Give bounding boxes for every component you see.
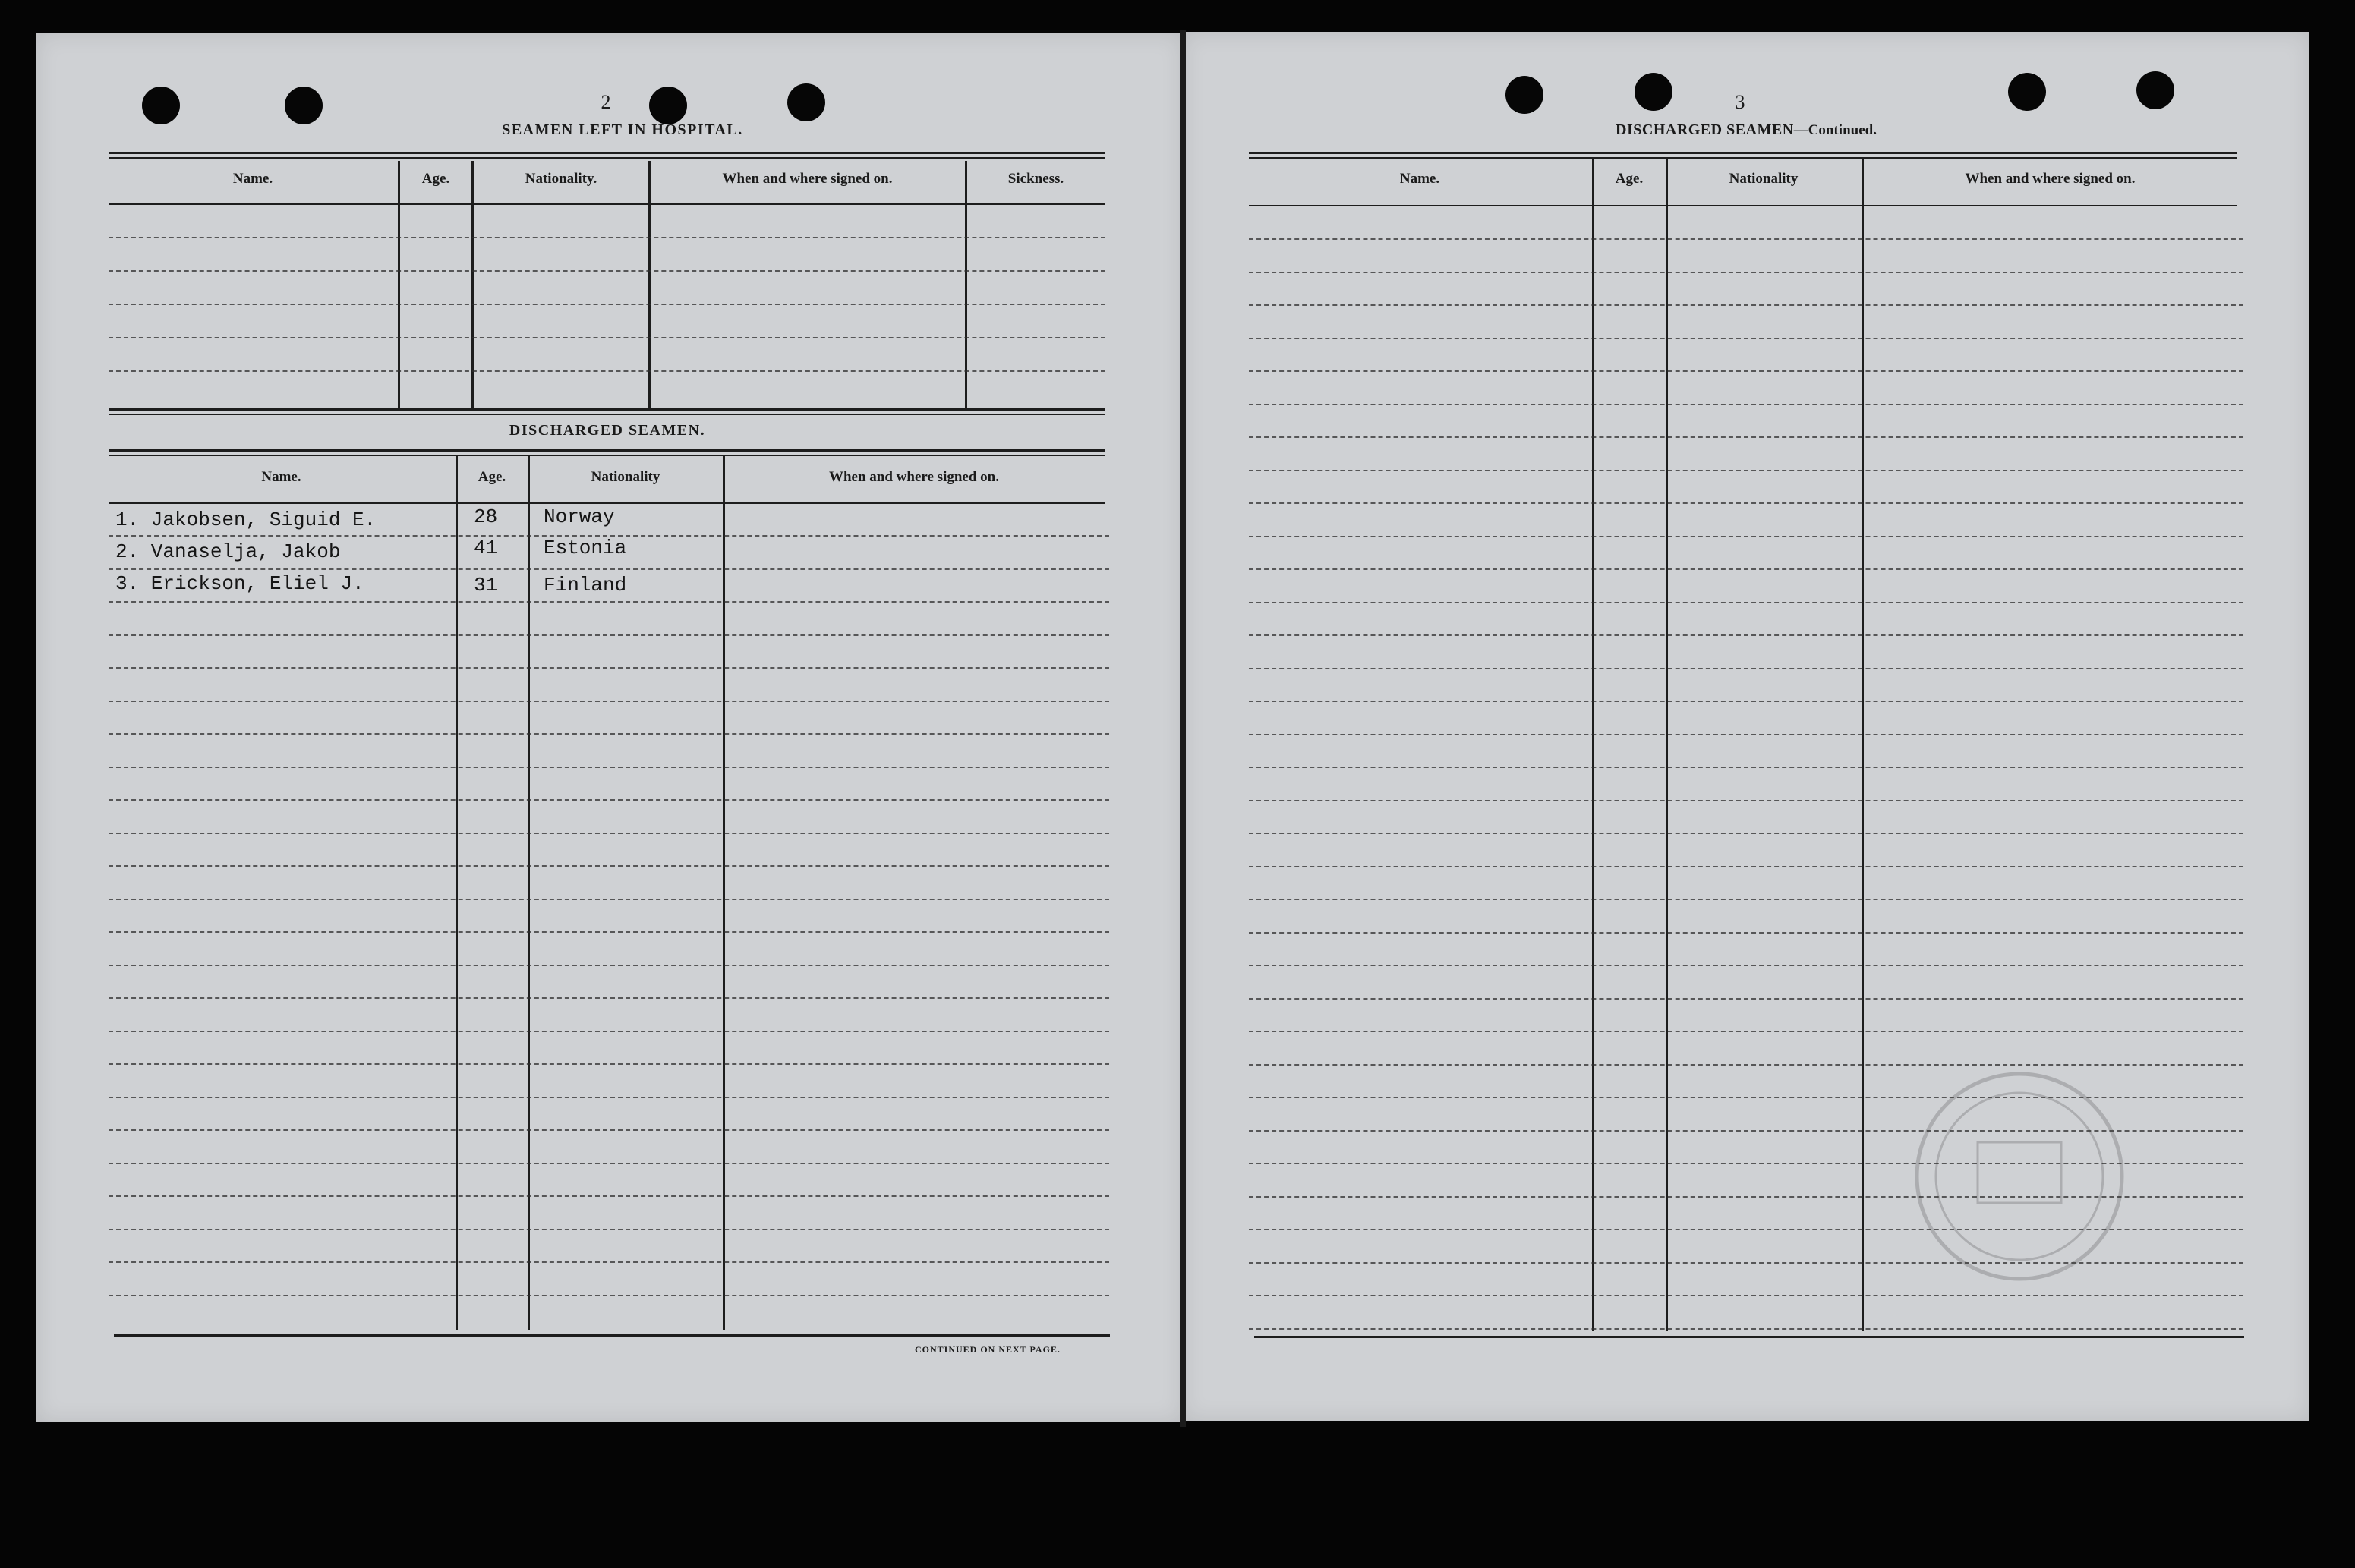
discharged-col-age: Age.: [478, 469, 506, 485]
discharged-bottom-rule: [114, 1334, 1110, 1337]
row-line: [109, 965, 1109, 966]
continued-footer: CONTINUED ON NEXT PAGE.: [915, 1344, 1061, 1355]
punch-hole: [1635, 73, 1672, 111]
hospital-row-line: [109, 370, 1105, 372]
hospital-rows: [109, 203, 1105, 408]
right-heading-suffix: —Continued.: [1793, 122, 1877, 138]
row-line: [109, 997, 1109, 999]
page-gutter: [1180, 30, 1186, 1427]
row-line: [109, 667, 1109, 669]
row-line: [109, 1129, 1109, 1131]
row-line: [109, 833, 1109, 834]
right-col-nationality: Nationality: [1729, 171, 1799, 187]
row-line: [1249, 238, 2243, 240]
right-heading: [1511, 121, 1981, 139]
row-line: [1249, 734, 2243, 735]
row-line: [1249, 272, 2243, 273]
left-page-number: 2: [601, 91, 611, 113]
hospital-bottom-rule: [109, 408, 1105, 411]
discharged-col-signed-on: When and where signed on.: [828, 469, 999, 485]
discharged-heading: DISCHARGED SEAMEN.: [509, 422, 706, 439]
discharged-col-nationality: Nationality: [591, 469, 660, 485]
row-line: [109, 865, 1109, 867]
row-line: [109, 701, 1109, 702]
punch-hole: [787, 83, 825, 121]
row-line: [1249, 998, 2243, 1000]
row-line: [1249, 1295, 2243, 1296]
official-stamp: [1906, 1063, 2133, 1290]
row-line: [1249, 304, 2243, 306]
right-top-rule: [1249, 152, 2237, 154]
right-page-number: 3: [1735, 91, 1745, 113]
row-line: [109, 601, 1109, 603]
row-line: [1249, 1328, 2243, 1330]
row-line: [1249, 436, 2243, 438]
discharged-col-name: Name.: [261, 469, 301, 485]
row-line: [109, 1261, 1109, 1263]
entry-name: 1. Jakobsen, Siguid E.: [115, 508, 377, 531]
row-line: [109, 767, 1109, 768]
row-line: [1249, 701, 2243, 702]
hospital-heading: SEAMEN LEFT IN HOSPITAL.: [502, 121, 743, 138]
row-line: [1249, 767, 2243, 768]
row-line: [1249, 370, 2243, 372]
row-line: [1249, 602, 2243, 603]
punch-hole: [1505, 76, 1543, 114]
hospital-col-age: Age.: [421, 171, 450, 187]
punch-hole: [2136, 71, 2174, 109]
entry-age: 41: [474, 537, 498, 559]
row-line: [1249, 470, 2243, 471]
entry-nationality: Norway: [544, 505, 615, 528]
hospital-top-rule: [109, 152, 1105, 154]
row-line: [109, 1295, 1109, 1296]
row-line: [109, 1063, 1109, 1065]
row-line: [1249, 866, 2243, 867]
row-line: [1249, 404, 2243, 405]
punch-hole: [142, 87, 180, 124]
right-col-name: Name.: [1399, 171, 1440, 187]
row-line: [1249, 800, 2243, 801]
right-col-age: Age.: [1615, 171, 1644, 187]
row-line: [1249, 1031, 2243, 1032]
right-heading-main: DISCHARGED SEAMEN: [1616, 121, 1794, 138]
right-col-signed-on: When and where signed on.: [1965, 171, 2136, 187]
discharged-top-rule: [109, 449, 1105, 452]
row-line: [109, 1195, 1109, 1197]
row-line: [1249, 932, 2243, 934]
hospital-col-nationality: Nationality.: [525, 171, 597, 187]
hospital-col-signed-on: When and where signed on.: [722, 171, 893, 187]
punch-hole: [2008, 73, 2046, 111]
row-line: [109, 1097, 1109, 1098]
row-line: [109, 1229, 1109, 1230]
row-line: [109, 634, 1109, 636]
row-line: [109, 1031, 1109, 1032]
hospital-row-line: [109, 270, 1105, 272]
entry-nationality: Finland: [544, 574, 627, 597]
entry-name: 2. Vanaselja, Jakob: [115, 540, 341, 563]
row-line: [109, 931, 1109, 933]
row-line: [1249, 668, 2243, 669]
row-line: [1249, 965, 2243, 966]
row-line: [1249, 634, 2243, 636]
row-line: [109, 733, 1109, 735]
hospital-col-name: Name.: [232, 171, 273, 187]
row-line: [1249, 568, 2243, 570]
row-line: [109, 899, 1109, 900]
punch-hole: [285, 87, 323, 124]
entry-name: 3. Erickson, Eliel J.: [115, 572, 364, 595]
hospital-row-line: [109, 304, 1105, 305]
row-line: [109, 568, 1109, 570]
row-line: [109, 799, 1109, 801]
entry-age: 28: [474, 505, 498, 528]
row-line: [1249, 833, 2243, 834]
row-line: [1249, 338, 2243, 339]
discharged-rows: [109, 502, 1109, 1330]
right-bottom-rule: [1254, 1336, 2244, 1338]
row-line: [109, 1163, 1109, 1164]
row-line: [1249, 899, 2243, 900]
row-line: [1249, 502, 2243, 504]
punch-hole: [649, 87, 687, 124]
hospital-col-sickness: Sickness.: [1007, 171, 1064, 187]
entry-nationality: Estonia: [544, 537, 627, 559]
hospital-row-line: [109, 337, 1105, 338]
entry-age: 31: [474, 574, 498, 597]
row-line: [1249, 536, 2243, 537]
hospital-row-line: [109, 237, 1105, 238]
